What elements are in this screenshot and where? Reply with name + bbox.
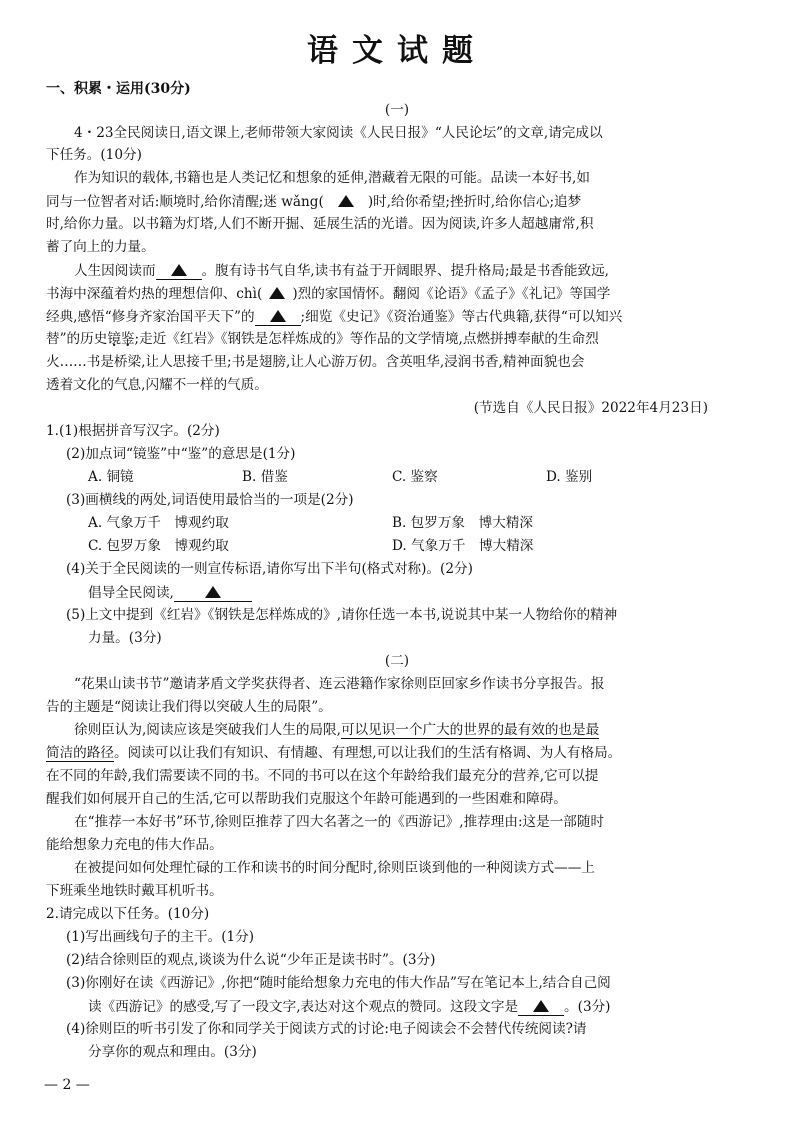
passage-text: 。阅读可以让我们有知识、有情趣、有理想,可以让我们的生活有格调、为人有格局。 xyxy=(113,745,622,761)
passage-line: 能给想象力充电的伟大作品。 xyxy=(46,837,223,853)
question-1-2: (2)加点词“镜鉴”中“鉴”的意思是(1分) xyxy=(66,446,296,462)
passage-line: 下班乘坐地铁时戴耳机听书。 xyxy=(46,883,223,899)
passage-text: 替”的历史 xyxy=(46,331,108,347)
question-1-3: (3)画横线的两处,词语使用最恰当的一项是(2分) xyxy=(66,492,354,508)
question-2-3-cont xyxy=(88,1000,611,1016)
passage-text: 人生因阅读而 xyxy=(74,263,156,279)
underlined-sentence: 可以见识一个广大的世界的最有效的也是最 xyxy=(340,722,600,738)
triangle-icon xyxy=(269,287,285,299)
question-2-4-cont: 分享你的观点和理由。(3分) xyxy=(88,1044,257,1060)
passage-line: 在不同的年龄,我们需要读不同的书。不同的书可以在这个年龄给我们最充分的营养,它可以提 xyxy=(46,768,599,784)
option-d[interactable]: D. 气象万千 博大精深 xyxy=(392,538,534,554)
question-text: 。(3分) xyxy=(564,999,611,1015)
subsection-label-1: (一) xyxy=(384,102,410,118)
triangle-icon xyxy=(171,264,187,276)
passage-line: “花果山读书节”邀请茅盾文学奖获得者、连云港籍作家徐则臣回家乡作读书分享报告。报 xyxy=(74,676,605,692)
option-c[interactable]: C. 鉴察 xyxy=(392,469,438,485)
emphasis-char: 镜 xyxy=(107,331,121,347)
question-text: 读《西游记》的感受,写了一段文字,表达对这个观点的赞同。这段文字是 xyxy=(88,999,519,1015)
question-1-5: (5)上文中提到《红岩》《钢铁是怎样炼成的》,请你任选一本书,说说其中某一人物给你的精神 xyxy=(66,607,618,623)
question-2: 2.请完成以下任务。(10分) xyxy=(46,906,210,922)
passage-line: 醒我们如何展开自己的生活,它可以帮助我们克服这个年龄可能遇到的一些困难和障碍。 xyxy=(46,791,567,807)
option-a[interactable]: A. 铜镜 xyxy=(88,469,134,485)
page-number: — 2 — xyxy=(44,1077,90,1093)
question-2-3: (3)你刚好在读《西游记》,你把“随时能给想象力充电的伟大作品”写在笔记本上,结合自己阅 xyxy=(66,975,611,991)
option-b[interactable]: B. 借鉴 xyxy=(242,469,288,485)
passage-line: 火……书是桥梁,让人思接千里;书是翅膀,让人心游万仞。含英咀华,浸润书香,精神面貌也会 xyxy=(46,354,585,370)
question-2-1: (1)写出画线句子的主干。(1分) xyxy=(66,929,255,945)
option-b[interactable]: B. 包罗万象 博大精深 xyxy=(392,515,533,531)
intro-line-2: 下任务。(10分) xyxy=(46,147,142,163)
passage-line: 蓄了向上的力量。 xyxy=(46,239,155,255)
passage-line xyxy=(46,195,581,210)
passage-text: 。腹有诗书气自华,读书有益于开阔眼界、提升格局;最是书香能致远, xyxy=(201,263,610,279)
triangle-icon xyxy=(533,1000,549,1012)
passage-text: 书海中深蕴着灼热的理想信仰、chì( xyxy=(46,286,263,302)
page-title: 语文试题 xyxy=(307,33,487,69)
section-heading: 一、积累・运用(30分) xyxy=(46,81,191,97)
source-citation: (节选自《人民日报》2022年4月23日) xyxy=(473,400,708,416)
question-1-5-cont: 力量。(3分) xyxy=(88,630,162,646)
passage-line: 告的主题是“阅读让我们得以突破人生的局限”。 xyxy=(46,699,332,715)
passage-text: ;走近《红岩》《钢铁是怎样炼成的》等作品的文学情境,点燃拼搏奉献的生命烈 xyxy=(134,331,599,347)
passage-line xyxy=(46,287,610,302)
passage-text: 同与一位智者对话:顺境时,给你清醒;迷 wǎng( xyxy=(46,194,324,210)
passage-text: )时,给你希望;挫折时,给你信心;追梦 xyxy=(367,194,582,210)
passage-line xyxy=(46,310,622,326)
underlined-sentence: 简洁的路径 xyxy=(46,745,114,761)
passage-text: 徐则臣认为,阅读应该是突破我们人生的局限, xyxy=(74,722,341,738)
passage-line: 透着文化的气息,闪耀不一样的气质。 xyxy=(46,377,268,393)
passage-line xyxy=(46,333,599,347)
answer-blank[interactable] xyxy=(518,1000,564,1016)
answer-blank[interactable] xyxy=(324,195,368,210)
passage-line xyxy=(46,747,621,761)
answer-blank[interactable] xyxy=(156,264,202,280)
passage-line: 在被提问如何处理忙碌的工作和读书的时间分配时,徐则臣谈到他的一种阅读方式——上 xyxy=(74,860,595,876)
passage-line: 在“推荐一本好书”环节,徐则臣推荐了四大名著之一的《西游记》,推荐理由:这是一部随时 xyxy=(74,814,605,830)
slogan-text: 倡导全民阅读, xyxy=(88,585,174,601)
question-2-2: (2)结合徐则臣的观点,谈谈为什么说“少年正是读书时”。(3分) xyxy=(66,952,436,968)
question-2-4: (4)徐则臣的听书引发了你和同学关于阅读方式的讨论:电子阅读会不会替代传统阅读?请 xyxy=(66,1021,587,1037)
triangle-icon xyxy=(270,310,286,322)
passage-text: )烈的家国情怀。翻阅《论语》《孟子》《礼记》等国学 xyxy=(292,286,611,302)
question-1-4: (4)关于全民阅读的一则宣传标语,请你写出下半句(格式对称)。(2分) xyxy=(66,561,473,577)
question-1-1: 1.(1)根据拼音写汉字。(2分) xyxy=(46,423,220,439)
intro-line-1: 4・23全民阅读日,语文课上,老师带领大家阅读《人民日报》“人民论坛”的文章,请完成以 xyxy=(74,125,603,141)
answer-blank[interactable] xyxy=(255,310,301,326)
passage-line: 作为知识的载体,书籍也是人类记忆和想象的延伸,潜藏着无限的可能。品读一本好书,如 xyxy=(74,170,590,186)
triangle-icon xyxy=(338,195,354,207)
answer-blank[interactable] xyxy=(174,586,252,602)
passage-line: 时,给你力量。以书籍为灯塔,人们不断开掘、延展生活的光谱。因为阅读,许多人超越庸常,积 xyxy=(46,216,594,232)
slogan-line xyxy=(88,586,252,602)
passage-line xyxy=(74,724,599,738)
emphasis-char: 鉴 xyxy=(120,331,135,347)
subsection-label-2: (二) xyxy=(384,653,410,669)
passage-text: ;细览《史记》《资治通鉴》等古代典籍,获得“可以知兴 xyxy=(300,309,623,325)
passage-text: 经典,感悟“修身齐家治国平天下”的 xyxy=(46,309,255,325)
option-a[interactable]: A. 气象万千 博观约取 xyxy=(88,515,229,531)
option-c[interactable]: C. 包罗万象 博观约取 xyxy=(88,538,229,554)
triangle-icon xyxy=(205,586,221,598)
answer-blank[interactable] xyxy=(262,287,292,302)
passage-line xyxy=(74,264,609,280)
option-d[interactable]: D. 鉴别 xyxy=(546,469,593,485)
